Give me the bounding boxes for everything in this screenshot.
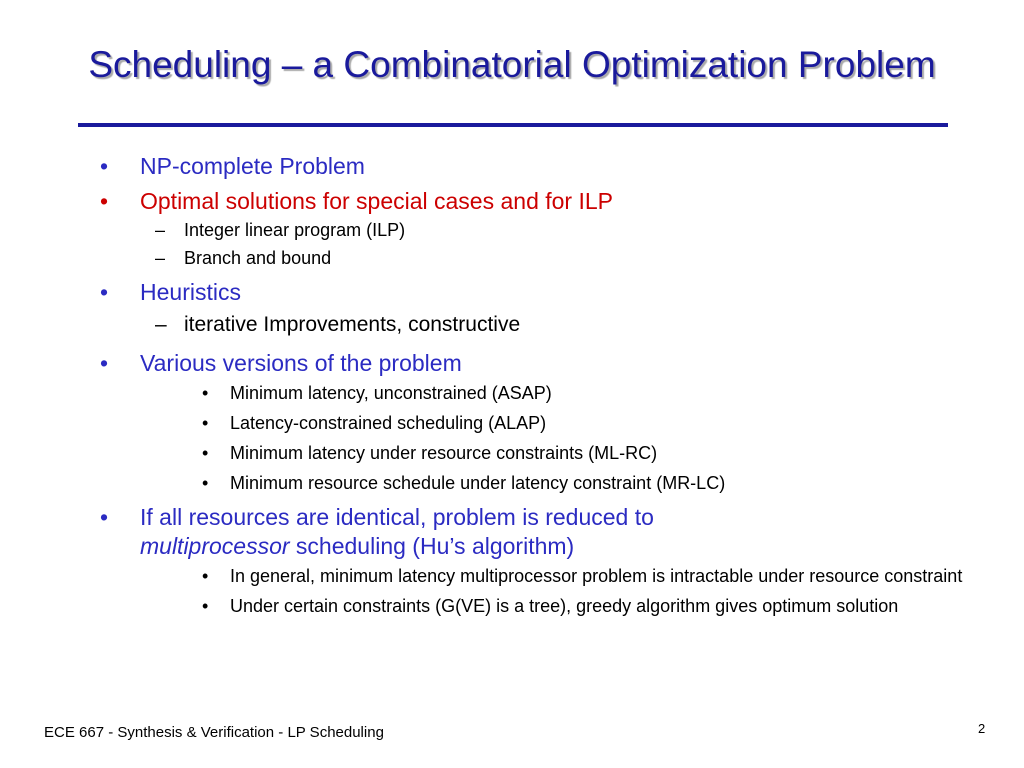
bullet-mark: • [202,473,209,493]
sub-item-ilp [100,216,980,244]
sub-item-alap [100,412,970,435]
sub-item-greedy [100,595,970,618]
sub-item-text: In general, minimum latency multiprocessor problem is intractable under resource constraint [230,566,963,586]
bullet-text-line1: If all resources are identical, problem is reduced to [140,504,654,530]
slide-title: Scheduling – a Combinatorial Optimization Problem [88,44,936,85]
bullet-mark: • [100,153,109,179]
bullet-mark: • [202,443,209,463]
bullet-mark: • [100,279,109,305]
sub-item-iterative [100,307,980,343]
bullet-text: Various versions of the problem [140,350,462,376]
sub-item-text: Minimum resource schedule under latency constraint (MR-LC) [230,473,726,493]
dash-mark: – [155,313,167,336]
bullet-mark: • [202,566,209,586]
dash-mark: – [155,220,166,240]
bullet-mark: • [202,413,209,433]
bullet-mark: • [202,383,209,403]
page-number: 2 [978,721,986,736]
bullet-mark: • [100,188,109,214]
sub-item-text: Minimum latency under resource constraints (ML-RC) [230,443,658,463]
slide-content [100,146,980,618]
sub-item-branch-bound [100,244,980,272]
sub-item-text: Latency-constrained scheduling (ALAP) [230,413,547,433]
sub-item-text: Integer linear program (ILP) [184,220,406,240]
bullet-mark: • [100,504,109,530]
sub-item-text: iterative Improvements, constructive [184,313,521,336]
dash-mark: – [155,248,166,268]
sub-item-general [100,565,970,588]
bullet-various-versions [100,349,980,378]
bullet-mark: • [202,596,209,616]
sub-item-text: Under certain constraints (G(VE) is a tree), greedy algorithm gives optimum solution [230,596,899,616]
title-underline [78,123,948,127]
sub-item-ml-rc [100,442,970,465]
bullet-text-line2: scheduling (Hu’s algorithm) [289,533,575,559]
bullet-optimal-solutions [100,187,980,216]
bullet-text: Optimal solutions for special cases and for ILP [140,188,614,214]
bullet-identical-resources [100,503,980,561]
sub-item-text: Minimum latency, unconstrained (ASAP) [230,383,552,403]
bullet-mark: • [100,350,109,376]
bullet-np-complete [100,152,980,181]
sub-item-text: Branch and bound [184,248,332,268]
bullet-heuristics [100,278,980,307]
sub-item-asap [100,382,970,405]
sub-item-mr-lc [100,472,970,495]
bullet-text: NP-complete Problem [140,153,365,179]
bullet-text: Heuristics [140,279,241,305]
bullet-text-italic: multiprocessor [140,533,290,559]
slide-footer: ECE 667 - Synthesis & Verification - LP Scheduling [44,724,384,741]
